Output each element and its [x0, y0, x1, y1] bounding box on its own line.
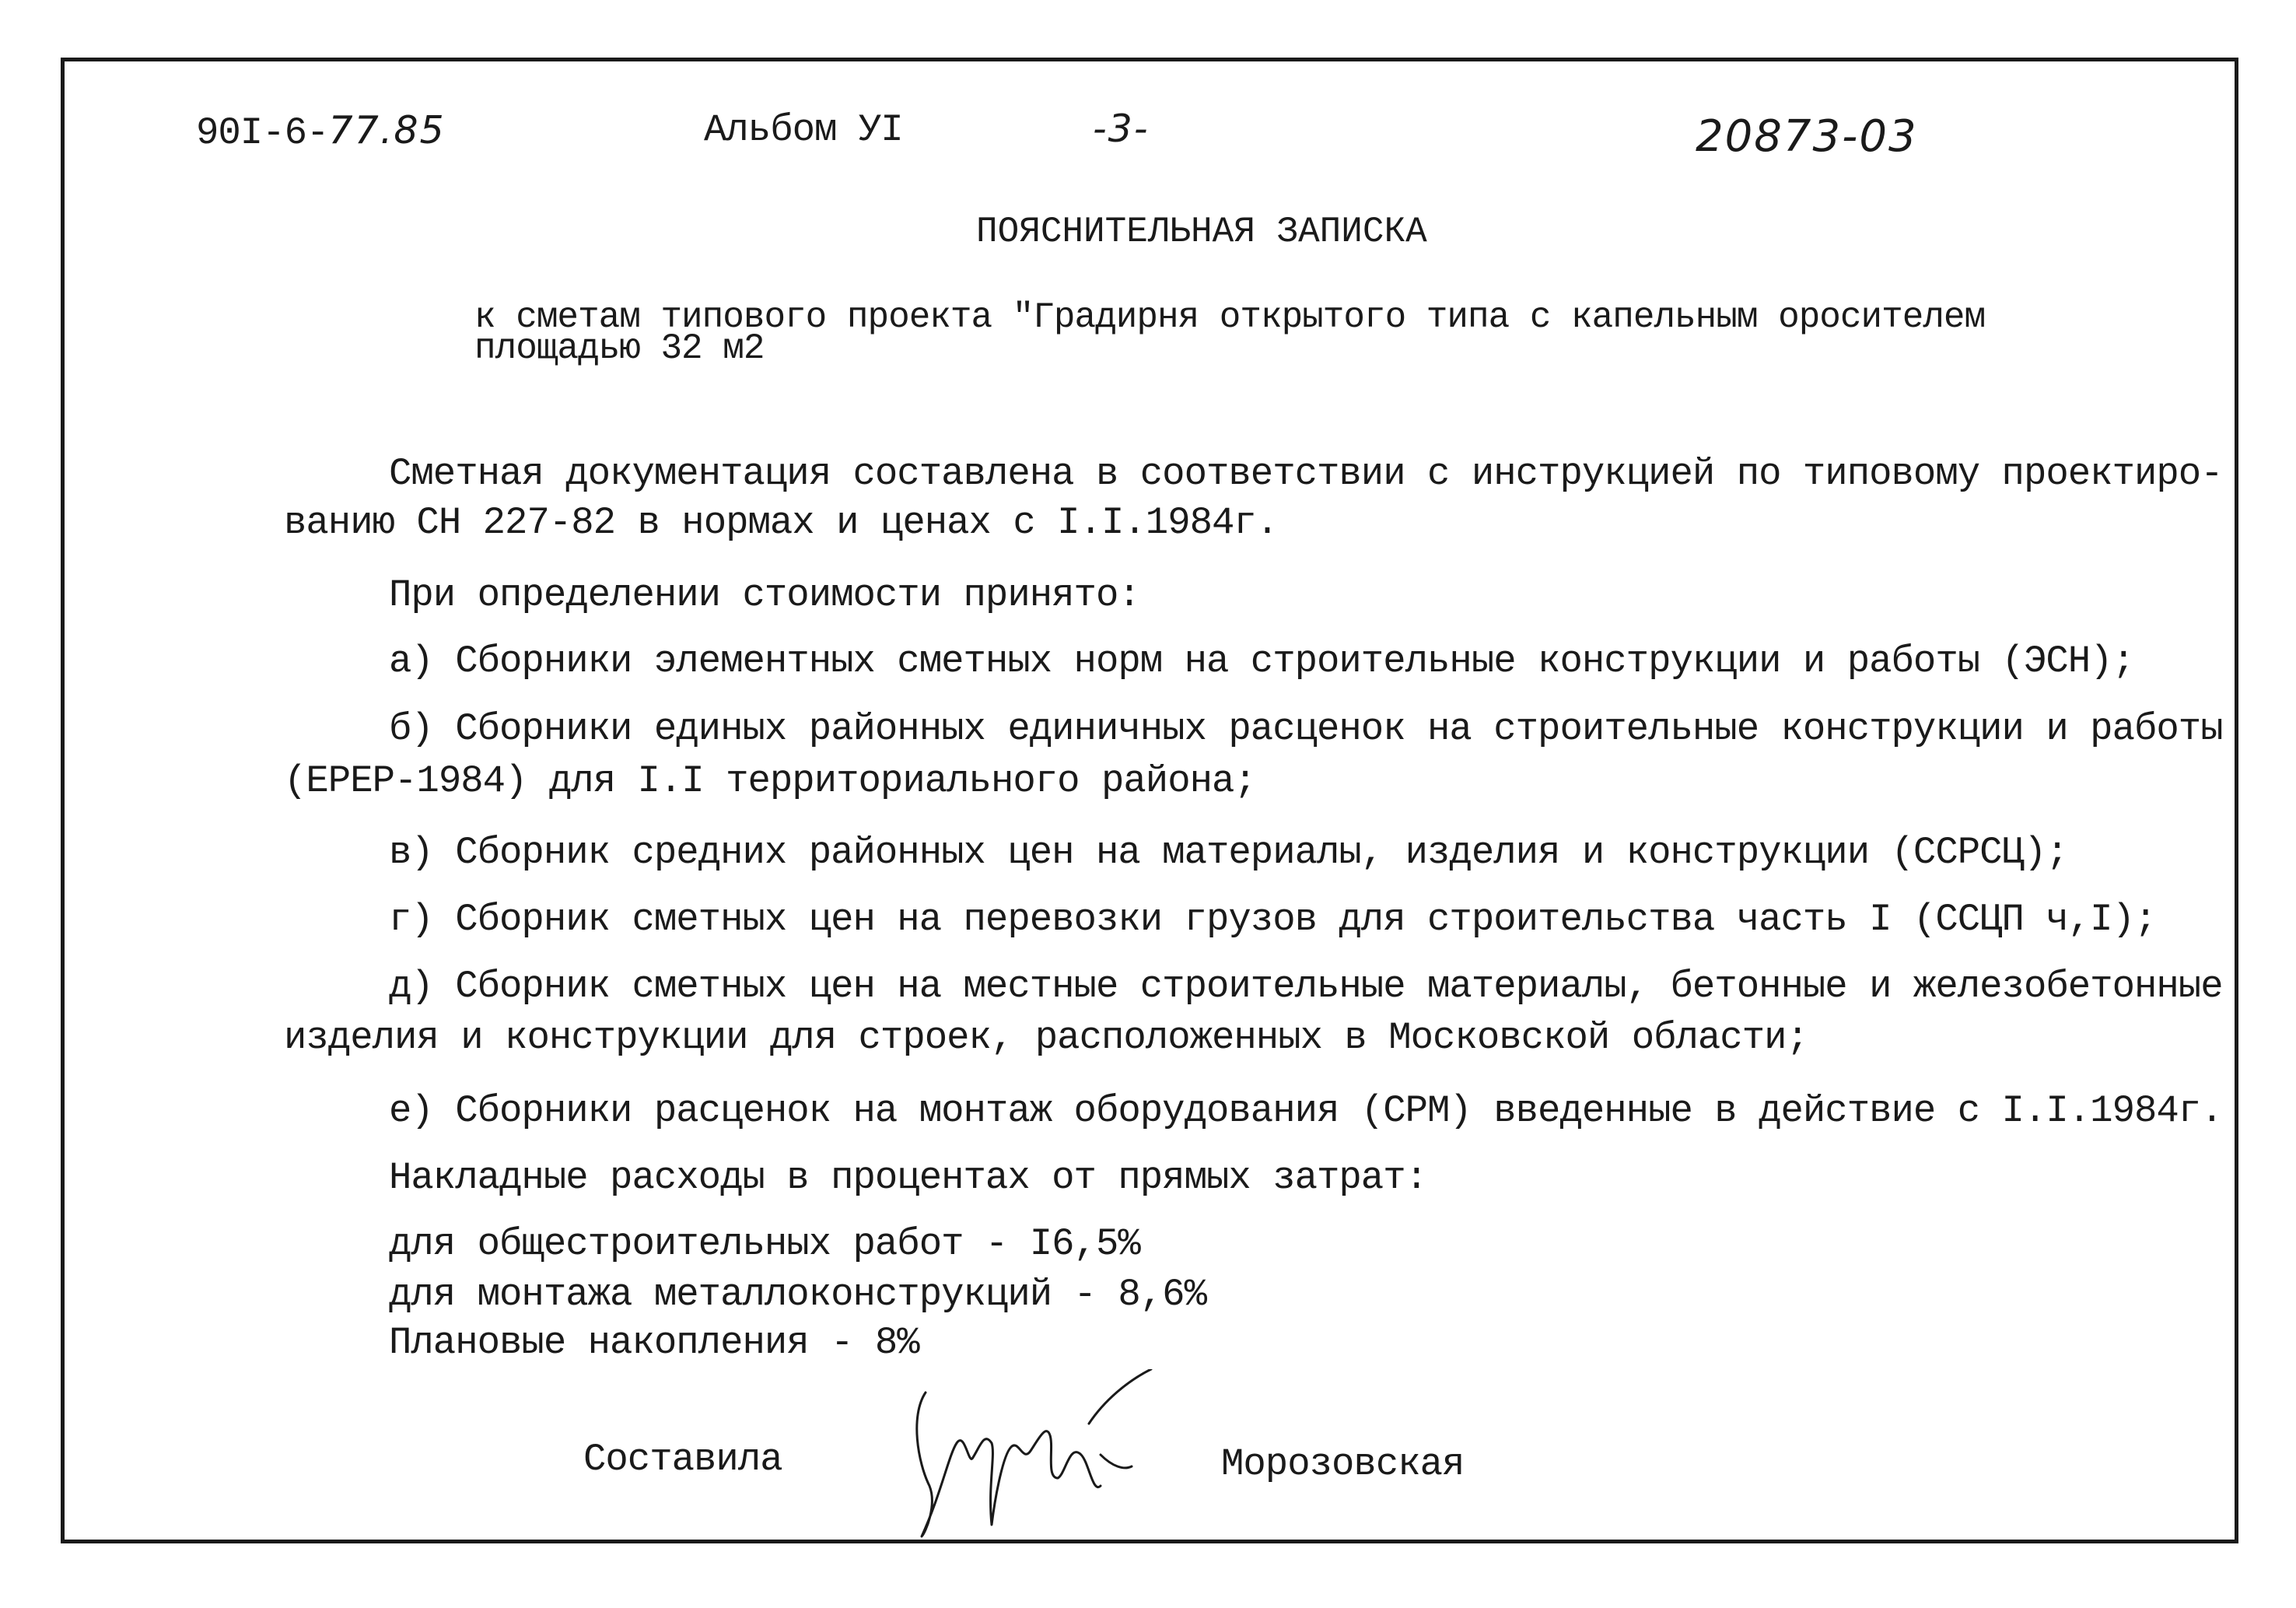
handwritten-signature [894, 1369, 1159, 1548]
archive-number: 20873-03 [1696, 111, 1918, 162]
overhead-metal: для монтажа металлоконструкций - 8,6% [389, 1273, 1206, 1316]
compiler-name: Морозовская [1221, 1442, 1465, 1486]
list-item-e: е) Сборники расценок на монтаж оборудования (СРМ) введенные в действие с I.I.1984г. [389, 1089, 2223, 1133]
paragraph-1-line-1: Сметная документация составлена в соответствии с инструкцией по типовому проектиро- [389, 452, 2223, 496]
list-item-a: а) Сборники элементных сметных норм на строительные конструкции и работы (ЭСН); [389, 639, 2134, 683]
overhead-general: для общестроительных работ - I6,5% [389, 1222, 1140, 1266]
list-item-v: в) Сборник средних районных цен на материалы, изделия и конструкции (ССРСЦ); [389, 831, 2068, 874]
paragraph-2: При определении стоимости принято: [389, 573, 1140, 617]
list-item-b-line-2: (ЕРЕР-1984) для I.I территориального района; [284, 759, 1256, 803]
list-item-d-line-2: изделия и конструкции для строек, расположенных в Московской области; [284, 1016, 1808, 1060]
doc-code [196, 108, 446, 155]
document-title: ПОЯСНИТЕЛЬНАЯ ЗАПИСКА [976, 212, 1427, 252]
album-label: Альбом УI [704, 108, 903, 152]
doc-code-handwritten: 77.85 [328, 108, 446, 152]
overhead-intro: Накладные расходы в процентах от прямых затрат: [389, 1156, 1428, 1200]
list-item-b-line-1: б) Сборники единых районных единичных расценок на строительные конструкции и работы [389, 707, 2223, 751]
compiled-by-label: Составила [583, 1438, 782, 1481]
planned-savings: Плановые накопления - 8% [389, 1321, 919, 1365]
paragraph-1-line-2: ванию СН 227-82 в нормах и ценах с I.I.1984г. [284, 501, 1279, 545]
subtitle-line-1: к сметам типового проекта "Градирня открытого типа с капельным оросителем [474, 297, 1986, 338]
list-item-d-line-1: д) Сборник сметных цен на местные строительные материалы, бетонные и железобетонные [389, 965, 2223, 1008]
doc-code-printed: 90I-6- [196, 111, 329, 155]
subtitle-line-2: площадью 32 м2 [474, 328, 765, 369]
page-number: -3- [1093, 107, 1150, 151]
list-item-g: г) Сборник сметных цен на перевозки грузов для строительства часть I (ССЦП ч,I); [389, 898, 2157, 941]
